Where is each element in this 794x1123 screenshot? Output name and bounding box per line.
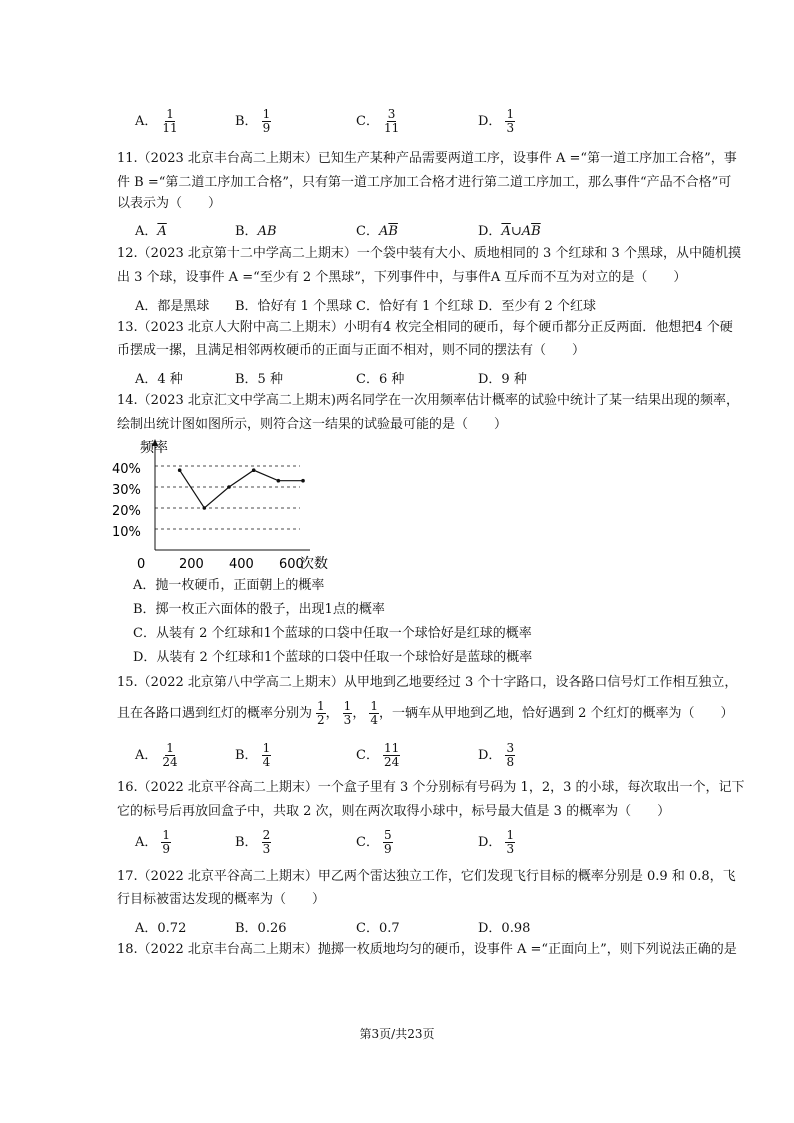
q15-option-c: C． $\frac{11}{24}$ (356, 741, 400, 769)
q15-stem-line1: 15.（2022 北京第八中学高二上期末）从甲地到乙地要经过 3 个十字路口，设各路口信号灯工作相互独立， (117, 675, 738, 690)
y-tick-label-30: 30% (112, 483, 141, 498)
q11-option-c: C．$A\overline{B}$ (356, 224, 398, 239)
q17-stem-line2: 行目标被雷达发现的概率为（ ） (117, 892, 326, 907)
q16-option-b: B． $\frac{2}{3}$ (235, 828, 271, 856)
data-point-300 (227, 485, 231, 489)
q12-option-d: D．至少有 2 个红球 (478, 299, 596, 314)
q17-stem-line1: 17.（2022 北京平谷高二上期末）甲乙两个雷达独立工作，它们发现飞行目标的概率分别是 0.9 和 0.8，飞 (117, 869, 736, 884)
y-tick-label-20: 20% (112, 504, 141, 519)
q15-option-a: A． $\frac{1}{24}$ (135, 741, 178, 769)
q11-stem-line2: 件 B =“第二道工序加工合格”，只有第一道工序加工合格才进行第二道工序加工，那么事件“产品不合格”可 (117, 175, 732, 190)
q12-stem-line1: 12.（2023 北京第十二中学高二上期末）一个袋中装有大小、质地相同的 3 个红球和 3 个黑球，从中随机摸 (117, 246, 741, 261)
q10-option-c: C． $\frac{3}{11}$ (356, 107, 400, 135)
q13-option-d: D．9 种 (478, 372, 527, 387)
x-tick-label-600: 600 (279, 557, 304, 572)
q13-option-b: B．5 种 (235, 372, 283, 387)
q17-option-b: B．0.26 (235, 921, 287, 936)
q10-option-a: A． $\frac{1}{11}$ (135, 107, 178, 135)
y-tick-label-40: 40% (112, 462, 141, 477)
q11-option-b: B．AB (235, 224, 277, 239)
data-point-600 (301, 479, 305, 483)
x-tick-label-400: 400 (229, 557, 254, 572)
q15-option-b: B． $\frac{1}{4}$ (235, 741, 271, 769)
q15-option-d: D． $\frac{3}{8}$ (478, 741, 515, 769)
q13-option-a: A．4 种 (135, 372, 183, 387)
x-tick-label-200: 200 (179, 557, 204, 572)
q13-stem-line1: 13.（2023 北京人大附中高二上期末）小明有4 枚完全相同的硬币，每个硬币都分正反两面．他想把4 个硬 (117, 320, 733, 335)
data-point-100 (178, 468, 182, 472)
q16-option-d: D． $\frac{1}{3}$ (478, 828, 515, 856)
data-point-500 (277, 479, 281, 483)
q13-stem-line2: 币摆成一摞，且满足相邻两枚硬币的正面与正面不相对，则不同的摆法有（ ） (117, 343, 586, 358)
q14-stem-line1: 14.（2023 北京汇文中学高二上期末)两名同学在一次用频率估计概率的试验中统计了某一结果出现的频率， (117, 393, 739, 408)
q17-option-d: D．0.98 (478, 921, 531, 936)
q12-option-a: A．都是黑球 (135, 299, 210, 314)
q12-stem-line2: 出 3 个球，设事件 A =“至少有 2 个黑球”，下列事件中，与事件A 互斥而不互为对立的是（ ） (117, 270, 687, 285)
frequency-series-line (180, 470, 303, 508)
q11-option-a: A．$\overline{A}$ (135, 224, 167, 239)
q14-option-d: D．从装有 2 个红球和1个蓝球的口袋中任取一个球恰好是蓝球的概率 (133, 650, 533, 665)
q12-option-c: C．恰好有 1 个红球 (356, 299, 474, 314)
q11-option-d: D．$\overline{A}\cup A\overline{B}$ (478, 224, 541, 239)
x-tick-label-0: 0 (137, 557, 146, 572)
q17-option-a: A．0.72 (135, 921, 187, 936)
q18-stem-line1: 18.（2022 北京丰台高二上期末）抛掷一枚质地均匀的硬币，设事件 A =“正面向上”，则下列说法正确的是 (117, 942, 737, 957)
q12-option-b: B．恰好有 1 个黑球 (235, 299, 353, 314)
q16-option-a: A． $\frac{1}{9}$ (135, 828, 171, 856)
y-axis-label: 频率 (140, 440, 168, 456)
q14-option-a: A．抛一枚硬币，正面朝上的概率 (133, 578, 325, 593)
q16-stem-line2: 它的标号后再放回盒子中，共取 2 次，则在两次取得小球中，标号最大值是 3 的概率为（ ） (117, 804, 671, 819)
q10-option-b: B． $\frac{1}{9}$ (235, 107, 271, 135)
q11-stem-line3: 以表示为（ ） (117, 196, 222, 211)
q11-stem-line1: 11.（2023 北京丰台高二上期末）已知生产某种产品需要两道工序，设事件 A =“第一道工序加工合格”，事 (117, 151, 737, 166)
q16-stem-line1: 16.（2022 北京平谷高二上期末）一个盒子里有 3 个分别标有号码为 1，2，3 的小球，每次取出一个，记下 (117, 780, 745, 795)
q14-option-b: B．掷一枚正六面体的骰子，出现1点的概率 (133, 602, 385, 617)
q15-stem-line2: 且在各路口遇到红灯的概率分别为 $\frac{1}{2}$ ， $\frac{1}{3}$ ， $\frac{1}{4}$ ，一辆车从甲地到乙地，恰好遇到 2 个红灯的概率为（ ） (117, 699, 734, 727)
page-footer: 第3页/共23页 (359, 1027, 435, 1041)
q10-option-d: D． $\frac{1}{3}$ (478, 107, 515, 135)
frequency-line-chart (110, 435, 345, 575)
q14-stem-line2: 绘制出统计图如图所示，则符合这一结果的试验最可能的是（ ） (117, 417, 508, 432)
q14-option-c: C．从装有 2 个红球和1个蓝球的口袋中任取一个球恰好是红球的概率 (133, 626, 532, 641)
q16-option-c: C． $\frac{5}{9}$ (356, 828, 392, 856)
data-point-400 (252, 468, 256, 472)
q17-option-c: C．0.7 (356, 921, 400, 936)
x-axis-label: 次数 (300, 556, 328, 572)
q13-option-c: C．6 种 (356, 372, 405, 387)
data-point-200 (203, 506, 207, 510)
y-tick-label-10: 10% (112, 525, 141, 540)
